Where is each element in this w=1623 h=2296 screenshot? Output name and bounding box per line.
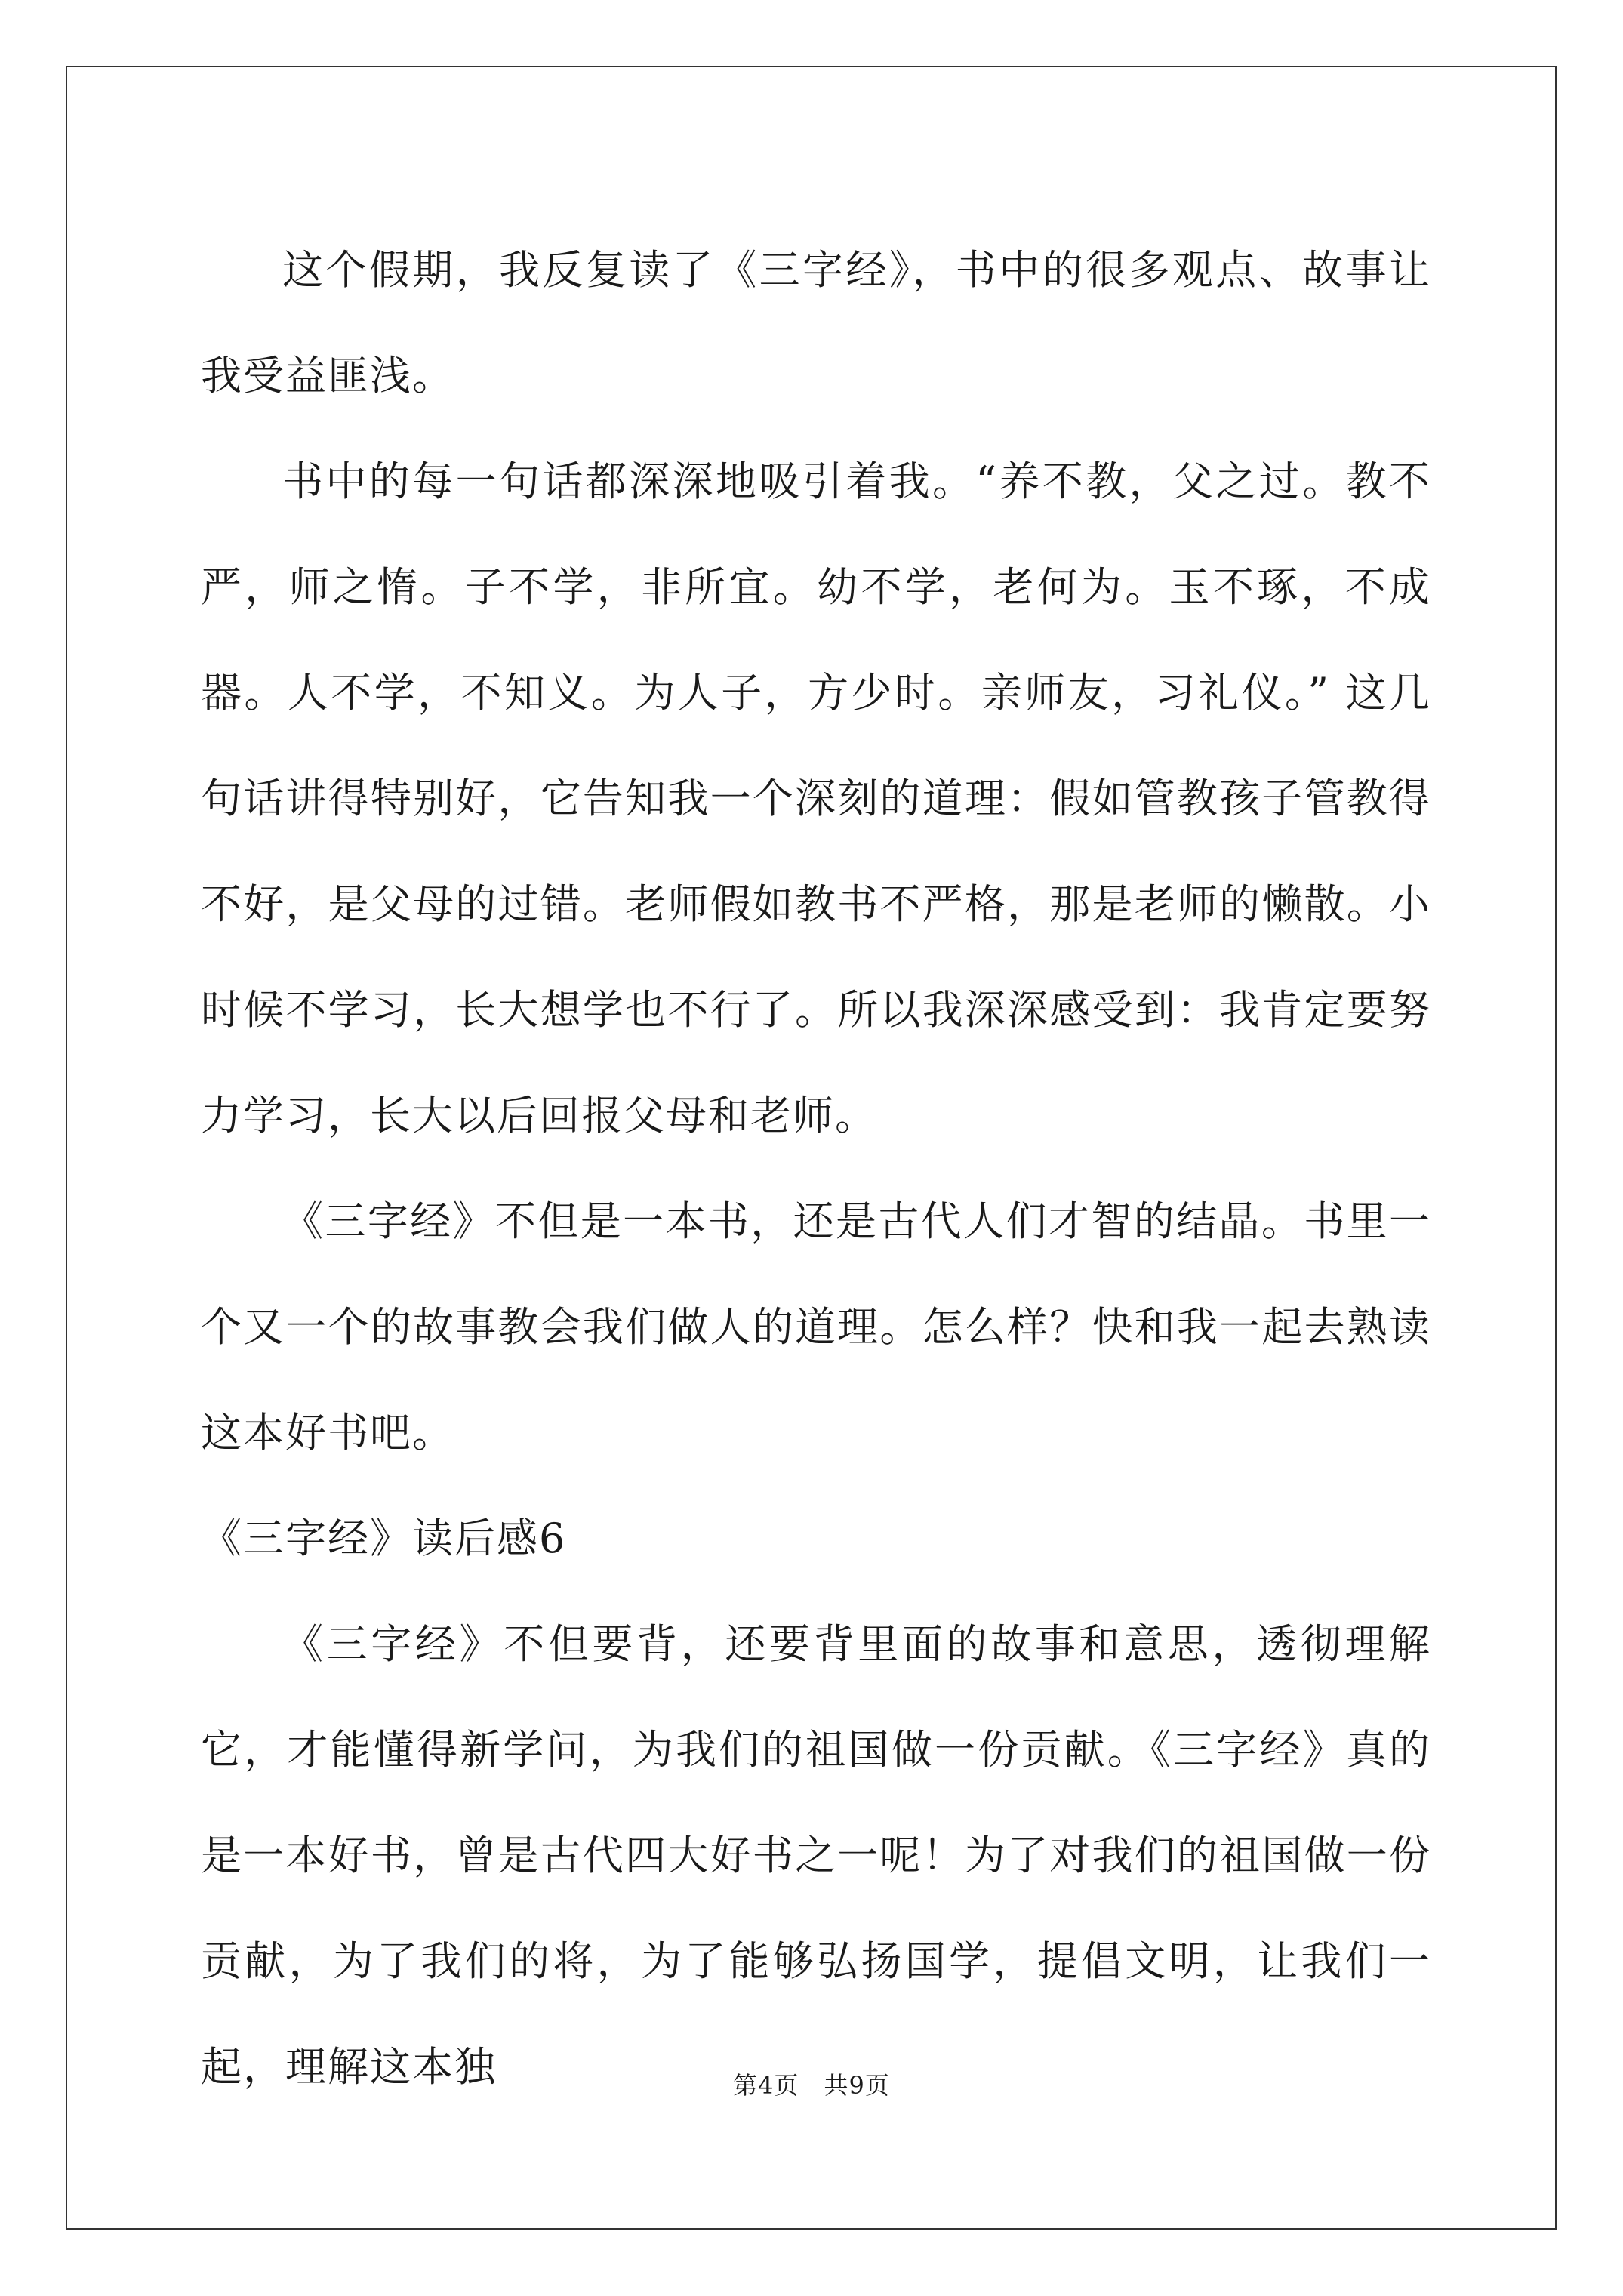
paragraph-4: 《三字经》不但要背，还要背里面的故事和意思，透彻理解它，才能懂得新学问，为我们的祖国做一份贡献。《三字经》真的是一本好书，曾是古代四大好书之一呢！为了对我们的祖国做一份贡献，为了我们的将，为了能够弘扬国学，提倡文明，让我们一起，理解这本独 [201, 1620, 1431, 2091]
paragraph-1: 这个假期，我反复读了《三字经》，书中的很多观点、故事让我受益匪浅。 [201, 246, 1431, 399]
section-heading: 《三字经》读后感6 [201, 1515, 567, 1562]
paragraph-2: 书中的每一句话都深深地吸引着我。“养不教，父之过。教不严，师之惰。子不学，非所宜。幼不学，老何为。玉不琢，不成器。人不学，不知义。为人子，方少时。亲师友，习礼仪。” 这几句话讲得特别好，它告知我一个深刻的道理：假如管教孩子管教得不好，是父母的过错。老师假如教书不严格，那是老师的懒散。小时候不学习，长大想学也不行了。所以我深深感受到：我肯定要努力学习，长大以后回报父母和老师。 [201, 458, 1431, 1139]
document-body [201, 217, 1431, 2120]
paragraph-3: 《三字经》不但是一本书，还是古代人们才智的结晶。书里一个又一个的故事教会我们做人的道理。怎么样？快和我一起去熟读这本好书吧。 [201, 1197, 1431, 1456]
page-number-footer: 第4页 共9页 [733, 2071, 890, 2100]
